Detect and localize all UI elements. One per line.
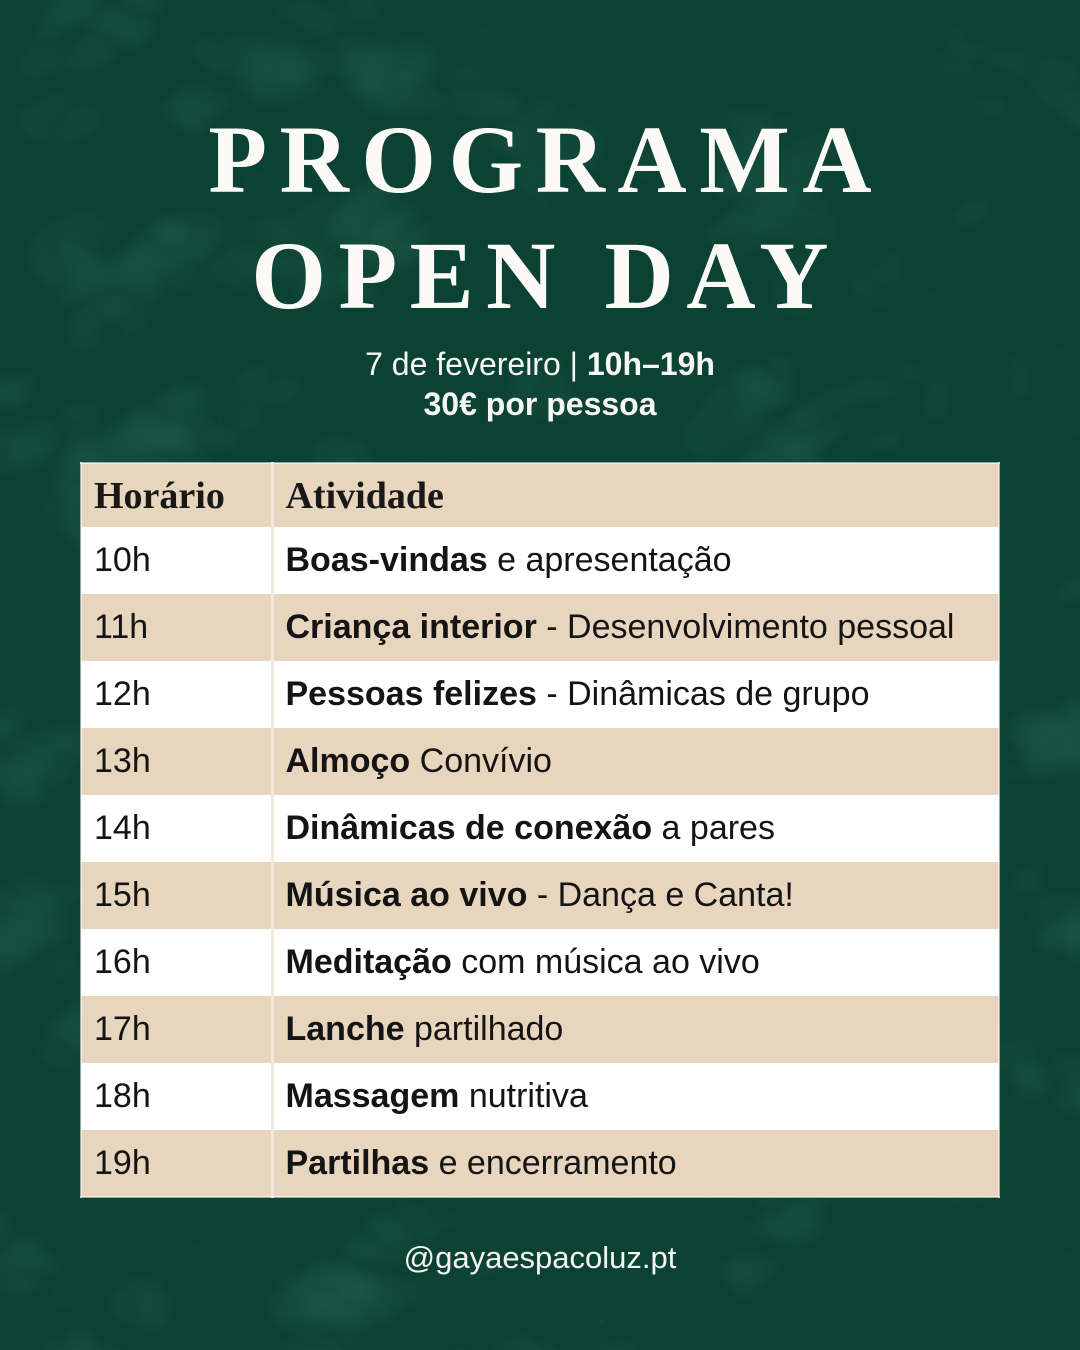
- activity-title: Dinâmicas de conexão: [285, 809, 653, 847]
- schedule-table-body: [81, 527, 999, 1197]
- activity-detail: nutritiva: [459, 1077, 588, 1115]
- table-row: [81, 795, 999, 862]
- time-cell: 16h: [94, 943, 151, 981]
- time-cell: 12h: [94, 675, 151, 713]
- activity-cell: [272, 929, 999, 996]
- subtitle-separator: |: [569, 346, 578, 382]
- header-row: [81, 463, 999, 527]
- table-row: [81, 862, 999, 929]
- event-date: 7 de fevereiro: [365, 346, 561, 382]
- activity-detail: com música ao vivo: [451, 943, 760, 981]
- activity-title: Lanche: [285, 1010, 405, 1048]
- event-hours: 10h–19h: [586, 346, 715, 382]
- social-handle: @gayaespacoluz.pt: [403, 1240, 677, 1275]
- activity-title: Criança interior: [285, 608, 537, 646]
- activity-cell: [272, 1130, 999, 1197]
- table-row: [81, 1130, 999, 1197]
- activity-cell: [272, 862, 999, 929]
- activity-detail: - Desenvolvimento pessoal: [536, 608, 955, 646]
- activity-detail: Convívio: [410, 742, 552, 780]
- schedule-table: [80, 462, 1000, 1198]
- activity-title: Pessoas felizes: [285, 675, 537, 713]
- table-row: [81, 929, 999, 996]
- event-price: 30€ por pessoa: [423, 386, 657, 422]
- table-row: [81, 728, 999, 795]
- activity-title: Meditação: [285, 943, 452, 981]
- time-cell: 14h: [94, 809, 151, 847]
- activity-detail: e apresentação: [487, 541, 732, 579]
- time-cell: 13h: [94, 742, 151, 780]
- time-cell: 17h: [94, 1010, 151, 1048]
- activity-cell: [272, 996, 999, 1063]
- time-cell: 10h: [94, 541, 151, 579]
- activity-detail: e encerramento: [429, 1143, 677, 1182]
- time-cell: 18h: [94, 1077, 151, 1115]
- page-title-line1: PROGRAMA: [208, 106, 885, 213]
- event-price-line: [0, 384, 1080, 424]
- header-time: Horário: [94, 474, 225, 517]
- event-date-line: [0, 344, 1080, 384]
- activity-title: Partilhas: [285, 1143, 430, 1182]
- activity-detail: partilhado: [404, 1010, 564, 1048]
- table-row: [81, 996, 999, 1063]
- activity-detail: - Dança e Canta!: [527, 876, 794, 914]
- table-row: [81, 661, 999, 728]
- table-row: [81, 527, 999, 594]
- activity-cell: [272, 728, 999, 795]
- activity-detail: a pares: [652, 809, 775, 847]
- table-row: [81, 594, 999, 661]
- activity-cell: [272, 527, 999, 594]
- time-cell: 11h: [94, 608, 149, 646]
- table-row: [81, 1063, 999, 1130]
- event-subtitle: [0, 344, 1080, 424]
- header-activity: Atividade: [272, 463, 999, 527]
- time-cell: 19h: [94, 1143, 151, 1182]
- activity-cell: [272, 795, 999, 862]
- activity-detail: - Dinâmicas de grupo: [536, 675, 870, 713]
- activity-title: Massagem: [285, 1077, 460, 1115]
- activity-cell: [272, 594, 999, 661]
- schedule-table-header: [81, 463, 999, 527]
- time-cell: 15h: [94, 876, 151, 914]
- activity-title: Música ao vivo: [285, 876, 528, 914]
- activity-cell: [272, 661, 999, 728]
- activity-title: Almoço: [285, 742, 411, 780]
- activity-title: Boas-vindas: [285, 541, 488, 579]
- activity-cell: [272, 1063, 999, 1130]
- page-title-line2: OPEN DAY: [251, 222, 842, 329]
